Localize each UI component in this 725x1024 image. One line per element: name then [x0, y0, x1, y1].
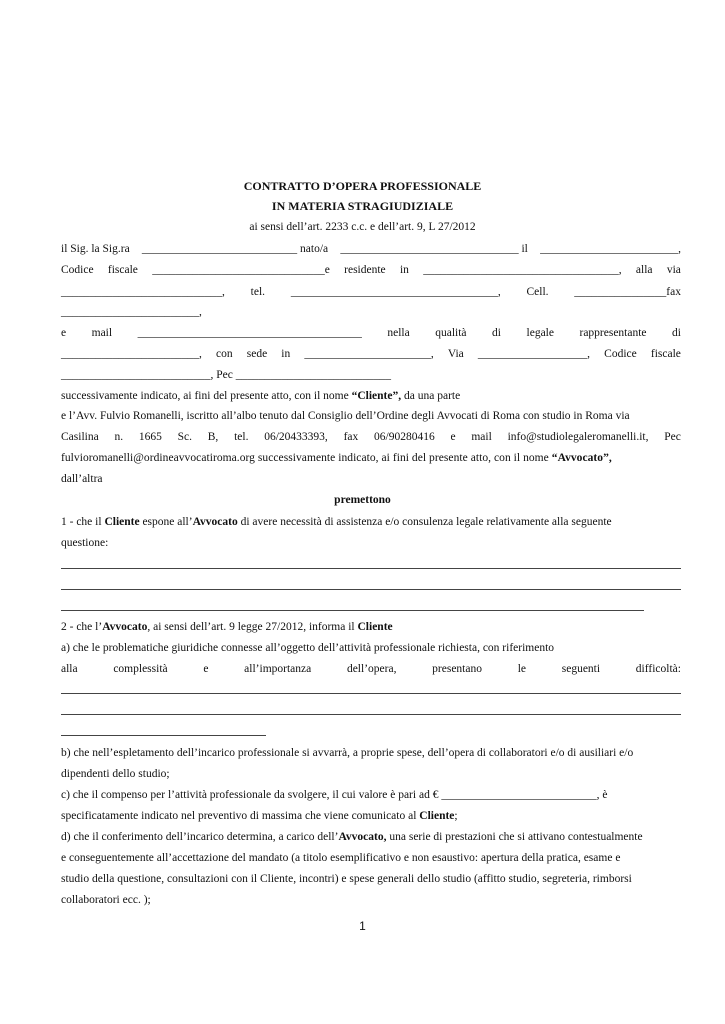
- point-c-line-2: specificatamente indicato nel preventivo di massima che viene comunicato al Cliente;: [61, 810, 458, 822]
- lawyer-line-4: dall’altra: [61, 473, 103, 485]
- point-d-line-2: e conseguentemente all’accettazione del mandato (a titolo esemplificativo e non esaustivo: apertura della pratica, esame e: [61, 852, 621, 864]
- contract-title: CONTRATTO D’OPERA PROFESSIONALE: [243, 179, 482, 193]
- lawyer-line-1: e l’Avv. Fulvio Romanelli, iscritto all’albo tenuto dal Consiglio dell’Ordine degli Avvocati di Roma con studio in Roma via: [61, 410, 630, 422]
- lawyer-line-2: Casilina n. 1665 Sc. B, tel. 06/20433393, fax 06/90280416 e mail info@studiolegaleromanelli.it, Pec: [61, 431, 681, 443]
- blank-rule: [61, 568, 681, 569]
- client-line-3: ____________________________, tel. ____________________________________, Cell. ________________fax: [61, 286, 681, 298]
- point-b-line-2: dipendenti dello studio;: [61, 768, 170, 780]
- point-2a-line-2: alla complessità e all’importanza dell’opera, presentano le seguenti difficoltà:: [61, 663, 681, 675]
- blank-rule: [61, 735, 266, 736]
- point-1-line-1: 1 - che il Cliente espone all’Avvocato di avere necessità di assistenza e/o consulenza legale relativamente alla seguente: [61, 516, 612, 528]
- blank-rule: [61, 693, 681, 694]
- point-d-line-1: d) che il conferimento dell’incarico determina, a carico dell’Avvocato, una serie di prestazioni che si attivano contestualmente: [61, 831, 643, 843]
- point-2a-line-1: a) che le problematiche giuridiche connesse all’oggetto dell’attività professionale richiesta, con riferimento: [61, 642, 555, 654]
- point-1-line-2: questione:: [61, 537, 109, 549]
- client-line-1: il Sig. la Sig.ra ___________________________ nato/a _______________________________ il ________________________,: [61, 243, 681, 255]
- client-line-5: e mail _______________________________________ nella qualità di legale rappresentante di: [61, 327, 681, 339]
- contract-subtitle: IN MATERIA STRAGIUDIZIALE: [271, 199, 454, 213]
- legal-reference: ai sensi dell’art. 2233 c.c. e dell’art. 9, L 27/2012: [249, 221, 476, 233]
- point-b-line-1: b) che nell’espletamento dell’incarico professionale si avvarrà, a proprie spese, dell’opera di collaboratori e/o di ausiliari e/o: [61, 747, 634, 759]
- blank-rule: [61, 714, 681, 715]
- premettono-heading: premettono: [334, 494, 391, 506]
- point-c-line-1: c) che il compenso per l’attività professionale da svolgere, il cui valore è pari ad € ___________________________, è: [61, 789, 608, 801]
- blank-rule: [61, 589, 681, 590]
- point-d-line-3: studio della questione, consultazioni con il Cliente, incontri) e spese generali dello studio (affitto studio, segreteria, rimborsi: [61, 873, 632, 885]
- client-line-8: successivamente indicato, ai fini del presente atto, con il nome “Cliente”, da una parte: [61, 390, 461, 402]
- client-line-6: ________________________, con sede in ______________________, Via ___________________, Codice fiscale: [61, 348, 681, 360]
- page-number: 1: [359, 919, 366, 933]
- point-d-line-4: collaboratori ecc. );: [61, 894, 151, 906]
- client-line-7: __________________________, Pec ___________________________: [61, 369, 391, 381]
- client-line-2: Codice fiscale ______________________________e residente in __________________________________, alla via: [61, 264, 681, 276]
- lawyer-line-3: fulvioromanelli@ordineavvocatiroma.org successivamente indicato, ai fini del presente atto, con il nome “Avvocato”,: [61, 452, 612, 464]
- point-2-line-1: 2 - che l’Avvocato, ai sensi dell’art. 9 legge 27/2012, informa il Cliente: [61, 621, 393, 633]
- client-line-4: ________________________,: [61, 306, 202, 318]
- blank-rule: [61, 610, 644, 611]
